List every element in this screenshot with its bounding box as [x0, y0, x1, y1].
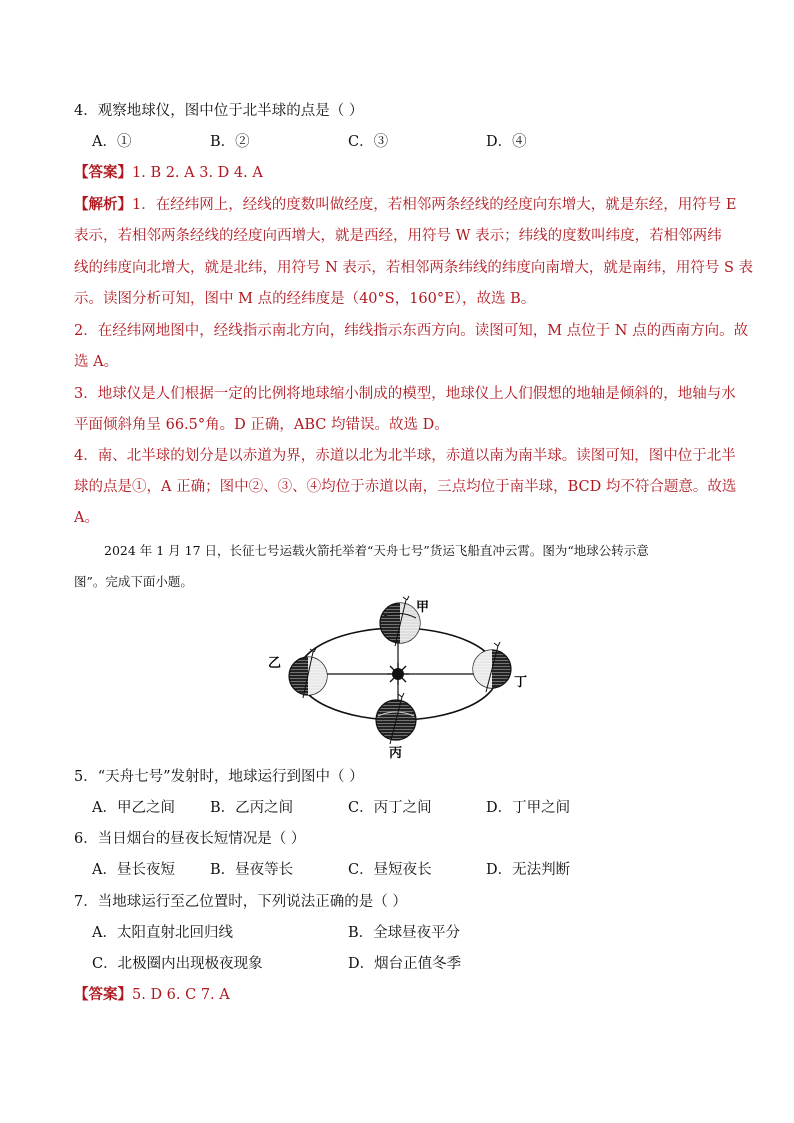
q7-stem: 7．当地球运行至乙位置时，下列说法正确的是（ ）	[74, 894, 407, 910]
analysis-line: 球的点是①，A 正确；图中②、③、④均位于赤道以南，三点均位于南半球，BCD 均不符合题意。故选	[74, 479, 737, 495]
q5-option-a: A．甲乙之间	[92, 800, 175, 816]
analysis-line: 4．南、北半球的划分是以赤道为界，赤道以北为北半球，赤道以南为南半球。读图可知，图中位于北半	[74, 448, 736, 464]
q7-option-a: A．太阳直射北回归线	[92, 925, 233, 941]
analysis-line: 2．在经纬网地图中，经线指示南北方向，纬线指示东西方向。读图可知，M 点位于 N 点的西南方向。故	[74, 323, 749, 339]
sun-icon	[387, 663, 409, 685]
analysis-line: 示。读图分析可知，图中 M 点的经纬度是（40°S，160°E），故选 B。	[74, 291, 536, 307]
earth-bing-icon	[376, 693, 416, 744]
q5-stem: 5．“天舟七号”发射时，地球运行到图中（ ）	[74, 769, 364, 785]
q5-option-b: B．乙丙之间	[210, 800, 294, 816]
earth-yi-icon	[289, 648, 327, 698]
analysis-line	[74, 195, 736, 215]
q7-option-c: C．北极圈内出现极夜现象	[92, 956, 263, 972]
earth-ding-icon	[473, 642, 511, 692]
earth-revolution-diagram	[268, 596, 556, 761]
q4-stem: 4．观察地球仪，图中位于北半球的点是（ ）	[74, 103, 364, 119]
q6-option-a: A．昼长夜短	[92, 862, 175, 878]
analysis-line: 3．地球仪是人们根据一定的比例将地球缩小制成的模型，地球仪上人们假想的地轴是倾斜的，地轴与水	[74, 386, 736, 402]
q4-option-d: D．④	[486, 134, 527, 150]
answer-text: 5. D 6. C 7. A	[132, 987, 230, 1003]
q4-option-a: A．①	[92, 134, 132, 150]
q6-option-c: C．昼短夜长	[348, 862, 432, 878]
q6-stem: 6．当日烟台的昼夜长短情况是（ ）	[74, 831, 306, 847]
intro-line-2: 图”。完成下面小题。	[74, 574, 193, 589]
q5-option-d: D．丁甲之间	[486, 800, 571, 816]
analysis-line: 线的纬度向北增大，就是北纬，用符号 N 表示，若相邻两条纬线的纬度向南增大，就是南纬，用符号 S 表	[74, 260, 754, 276]
label-bing: 丙	[389, 746, 403, 761]
analysis-line: 选 A。	[74, 354, 119, 370]
answer-block-1	[74, 163, 263, 183]
label-jia: 甲	[416, 600, 430, 615]
analysis-tag: 【解析】	[74, 196, 132, 213]
q7-option-b: B．全球昼夜平分	[348, 925, 461, 941]
intro-line-1: 2024 年 1 月 17 日，长征七号运载火箭托举着“天舟七号”货运飞船直冲云霄。图为“地球公转示意	[104, 543, 649, 558]
label-yi: 乙	[268, 656, 282, 671]
answer-tag: 【答案】	[74, 986, 132, 1003]
label-ding: 丁	[514, 675, 528, 690]
analysis-line: A。	[74, 510, 99, 526]
analysis-line: 表示，若相邻两条经线的经度向西增大，就是西经，用符号 W 表示；纬线的度数叫纬度，若相邻两纬	[74, 228, 722, 244]
q4-option-b: B．②	[210, 134, 250, 150]
earth-jia-icon	[380, 596, 420, 646]
analysis-text: 1．在经纬网上，经线的度数叫做经度，若相邻两条经线的经度向东增大，就是东经，用符号 E	[132, 197, 737, 213]
q6-option-d: D．无法判断	[486, 862, 571, 878]
analysis-line: 平面倾斜角呈 66.5°角。D 正确，ABC 均错误。故选 D。	[74, 417, 449, 433]
answer-tag: 【答案】	[74, 164, 132, 181]
q6-option-b: B．昼夜等长	[210, 862, 294, 878]
q7-option-d: D．烟台正值冬季	[348, 956, 462, 972]
answer-block-2	[74, 985, 230, 1005]
q4-option-c: C．③	[348, 134, 389, 150]
answer-text: 1. B 2. A 3. D 4. A	[132, 165, 263, 181]
q5-option-c: C．丙丁之间	[348, 800, 432, 816]
